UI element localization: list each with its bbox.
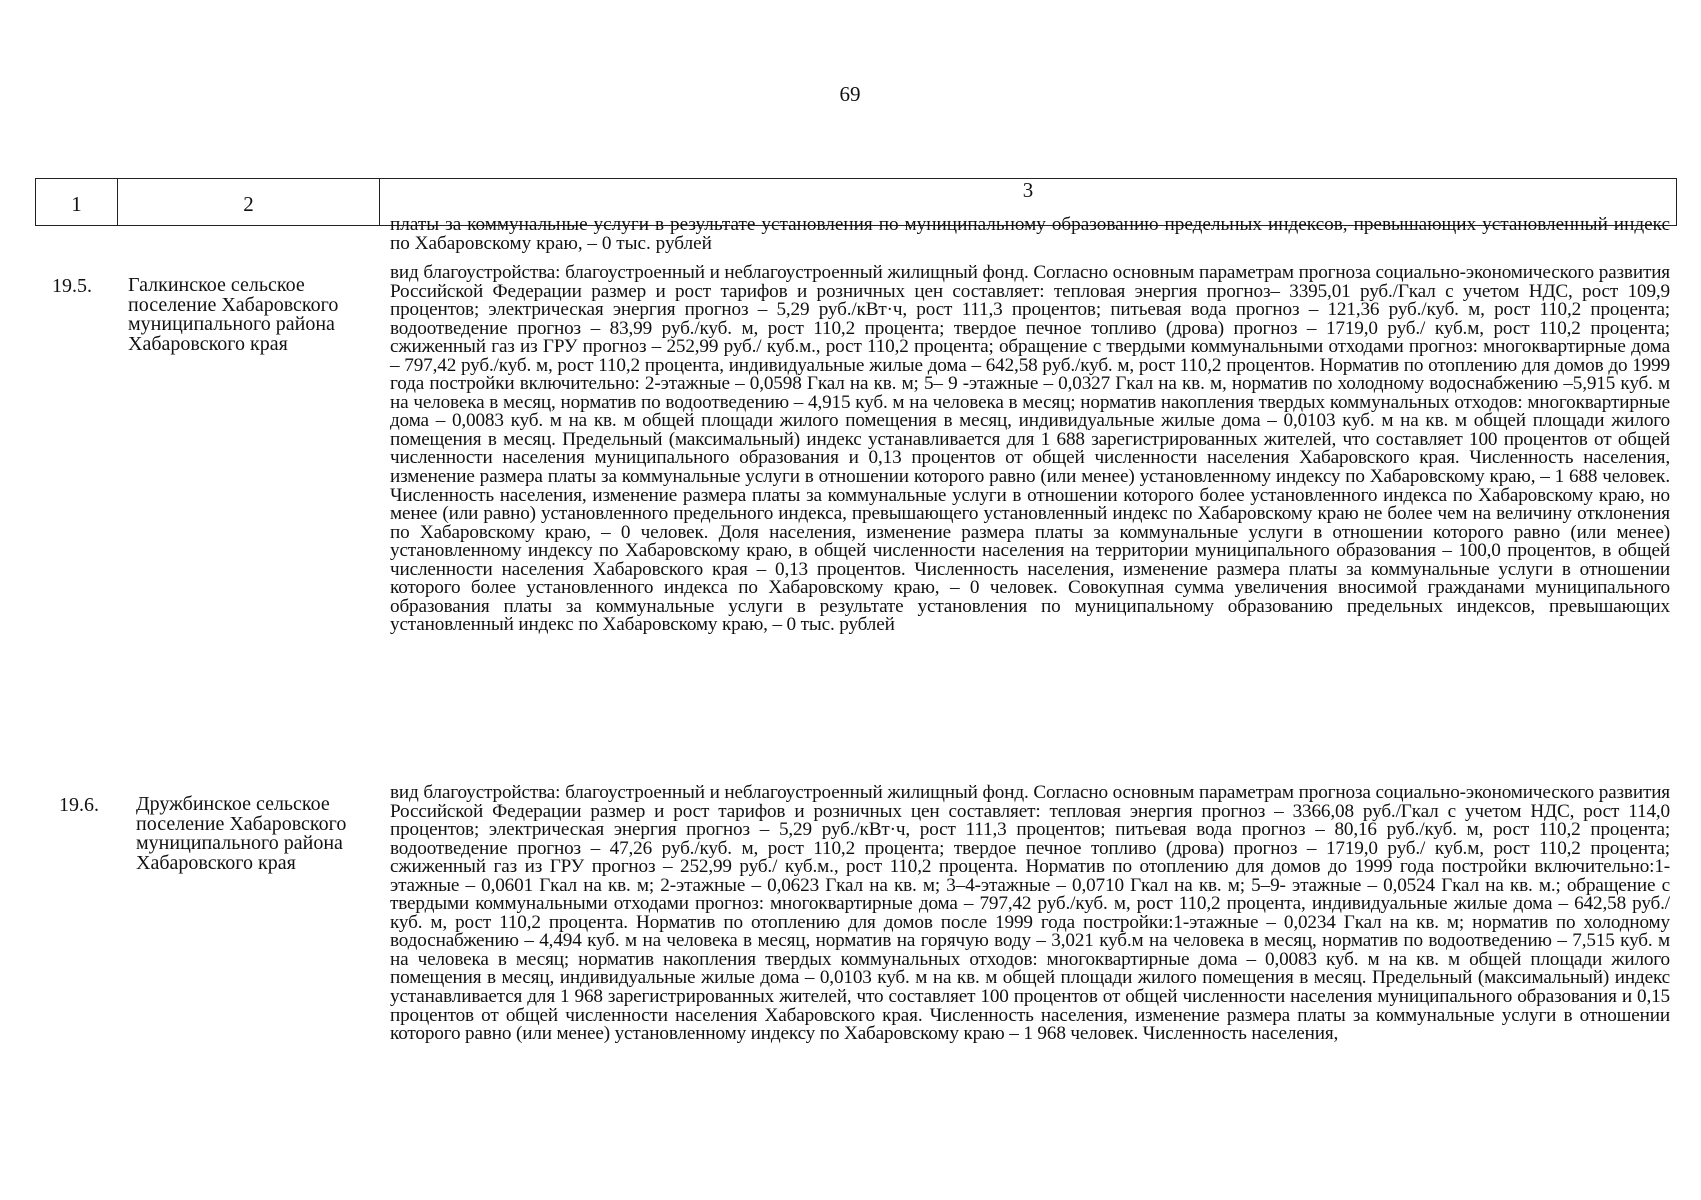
page-number: 69	[839, 82, 861, 106]
continuation-text: платы за коммунальные услуги в результате установления по муниципальному образованию предельных индексов, превышающих установленный индекс по Хабаровскому краю, – 0 тыс. рублей	[390, 214, 1670, 254]
header-col-3: 3	[1022, 178, 1034, 202]
row-text: вид благоустройства: благоустроенный и неблагоустроенный жилищный фонд. Согласно основным параметрам прогноза социально-экономического развития Российской Федерации размер и рост тарифов и розничных цен составляет: тепловая энергия прогноз– 3395,01 руб./Гкал с учетом НДС, рост 109,9 процентов; электрическая энергия прогноз – 5,29 руб./кВт·ч, рост 111,3 процентов; питьевая вода прогноз – 121,36 руб./куб. м, рост 110,2 процента; водоотведение прогноз – 83,99 руб./куб. м, рост 110,2 процента; твердое печное топливо (дрова) прогноз – 1719,0 руб./ куб.м, рост 110,2 процента; сжиженный газ из ГРУ прогноз – 252,99 руб./ куб.м., рост 110,2 процента; обращение с твердыми коммунальными отходами прогноз: многоквартирные дома – 797,42 руб./куб. м, рост 110,2 процента, индивидуальные жилые дома – 642,58 руб./куб. м, рост 110,2 процентов. Норматив по отоплению для домов до 1999 года постройки включительно: 2-этажные – 0,0598 Гкал на кв. м; 5– 9 -этажные – 0,0327 Гкал на кв. м, норматив по холодному водоснабжению –5,915 куб. м на человека в месяц, норматив по водоотведению – 4,915 куб. м на человека в месяц; норматив накопления твердых коммунальных отходов: многоквартирные дома – 0,0083 куб. м на кв. м общей площади жилого помещения в месяц, индивидуальные жилые дома – 0,0103 куб. м на кв. м общей площади жилого помещения в месяц. Предельный (максимальный) индекс устанавливается для 1 688 зарегистрированных жителей, что составляет 100 процентов от общей численности населения муниципального образования и 0,13 процентов от общей численности населения Хабаровского края. Численность населения, изменение размера платы за коммунальные услуги в отношении которого равно (или менее) установленному индексу по Хабаровскому краю, – 1 688 человек. Численность населения, изменение размера платы за коммунальные услуги в отношении которого более установленного индекса по Хабаровскому краю, но менее (или равно) установленного предельного индекса, превышающего установленный индекс по Хабаровскому краю не более чем на величину отклонения по Хабаровскому краю, – 0 человек. Доля населения, изменение размера платы за коммунальные услуги в отношении которого равно (или менее) установленному индексу по Хабаровскому краю, в общей численности населения на территории муниципального образования – 100,0 процентов, в общей численности населения Хабаровского края – 0,13 процентов. Численность населения, изменение размера платы за коммунальные услуги в отношении которого более установленного индекса по Хабаровскому краю, – 0 человек. Совокупная сумма увеличения вносимой гражданами муниципального образования платы за коммунальные услуги в результате установления по муниципальному образованию предельных индексов, превышающих установленный индекс по Хабаровскому краю, – 0 тыс. рублей	[390, 262, 1670, 636]
row-number: 19.6.	[59, 794, 99, 816]
row-text: вид благоустройства: благоустроенный и неблагоустроенный жилищный фонд. Согласно основным параметрам прогноза социально-экономического развития Российской Федерации размер и рост тарифов и розничных цен составляет: тепловая энергия прогноз – 3366,08 руб./Гкал с учетом НДС, рост 114,0 процентов; электрическая энергия прогноз – 5,29 руб./кВт·ч, рост 111,3 процентов; питьевая вода прогноз – 80,16 руб./куб. м, рост 110,2 процента; водоотведение прогноз – 47,26 руб./куб. м, рост 110,2 процента; твердое печное топливо (дрова) прогноз – 1719,0 руб./ куб.м, рост 110,2 процента; сжиженный газ из ГРУ прогноз – 252,99 руб./ куб.м., рост 110,2 процента. Норматив по отоплению для домов до 1999 года постройки включительно:1-этажные – 0,0601 Гкал на кв. м; 2-этажные – 0,0623 Гкал на кв. м; 3–4-этажные – 0,0710 Гкал на кв. м; 5–9- этажные – 0,0524 Гкал на кв. м.; обращение с твердыми коммунальными отходами прогноз: многоквартирные дома – 797,42 руб./куб. м, рост 110,2 процента, индивидуальные жилые дома – 642,58 руб./куб. м, рост 110,2 процента. Норматив по отоплению для домов после 1999 года постройки:1-этажные – 0,0234 Гкал на кв. м; норматив по холодному водоснабжению – 4,494 куб. м на человека в месяц, норматив на горячую воду – 3,021 куб.м на человека в месяц, норматив по водоотведению – 7,515 куб. м на человека в месяц; норматив накопления твердых коммунальных отходов: многоквартирные дома – 0,0083 куб. м на кв. м общей площади жилого помещения в месяц, индивидуальные жилые дома – 0,0103 куб. м на кв. м общей площади жилого помещения в месяц. Предельный (максимальный) индекс устанавливается для 1 968 зарегистрированных жителей, что составляет 100 процентов от общей численности населения муниципального образования и 0,15 процентов от общей численности населения Хабаровского края. Численность населения, изменение размера платы за коммунальные услуги в отношении которого равно (или менее) установленному индексу по Хабаровскому краю – 1 968 человек. Численность населения,	[390, 782, 1670, 1045]
header-col-2: 2	[118, 179, 380, 225]
row-number: 19.5.	[52, 275, 92, 297]
header-col-1: 1	[36, 179, 118, 225]
row-name: Галкинское сельское поселение Хабаровского муниципального района Хабаровского края	[128, 274, 339, 355]
row-name: Дружбинское сельское поселение Хабаровского муниципального района Хабаровского края	[136, 793, 347, 874]
